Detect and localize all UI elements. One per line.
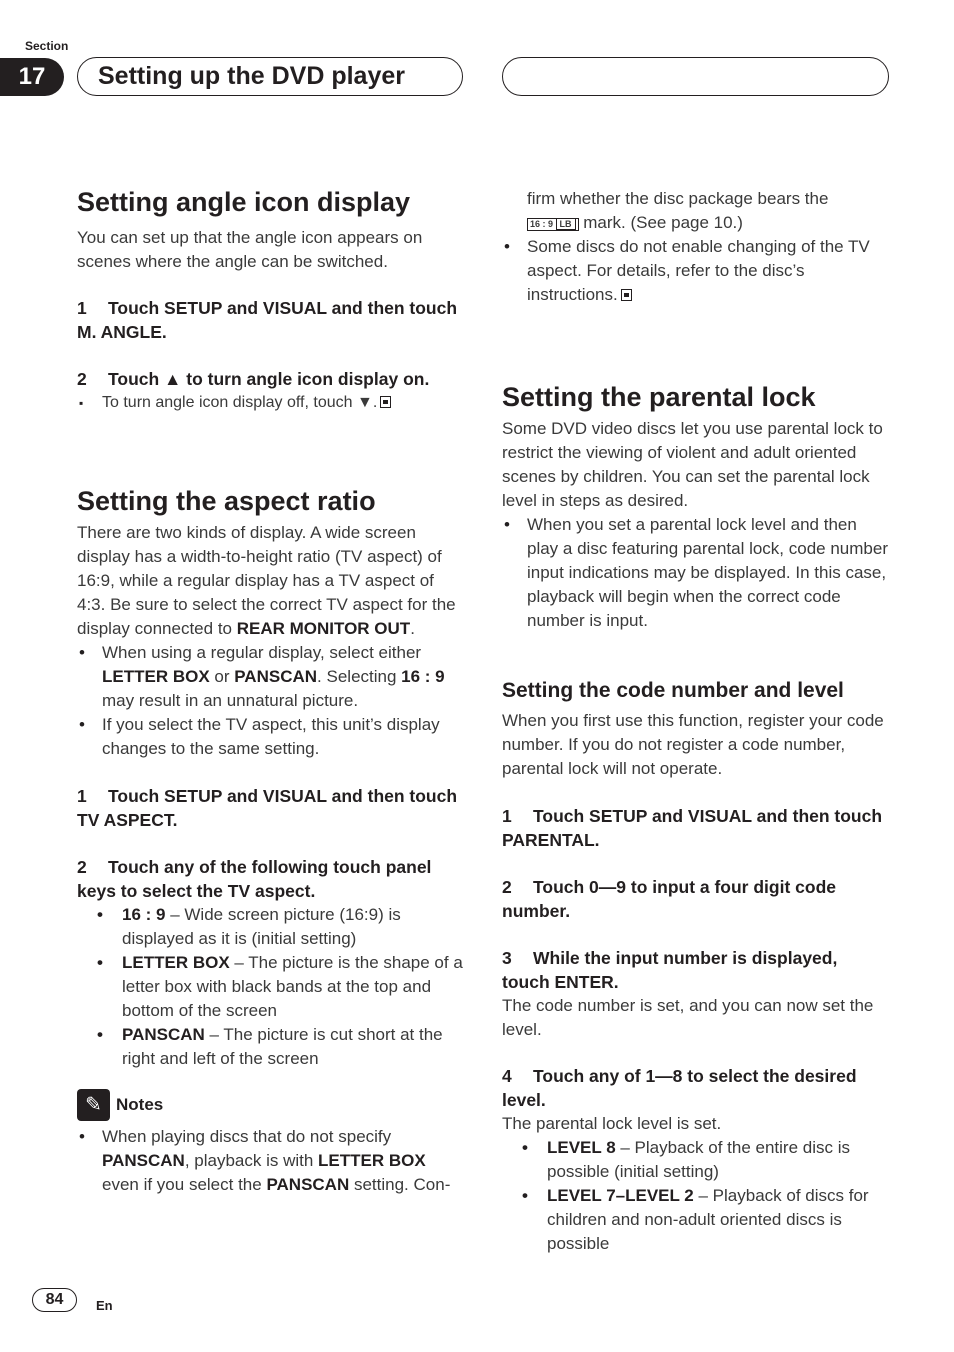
- parental-bullets: [502, 513, 888, 633]
- level-options: [502, 1136, 888, 1256]
- aspect-intro: There are two kinds of display. A wide screen display has a width-to-height ratio (TV aspect) of 16:9, while a regular display has a TV aspect of 4:3. Be sure to select the correct TV aspect for the display connected to REAR MONITOR OUT.: [77, 523, 456, 638]
- list-item: • When playing discs that do not specify PANSCAN, playback is with LETTER BOX even if you select the PANSCAN setting. Con-: [77, 1125, 463, 1197]
- notes-continued: [502, 187, 888, 307]
- angle-step-1: 1 Touch SETUP and VISUAL and then touch M. ANGLE.: [77, 298, 458, 342]
- list-item: • Some discs do not enable changing of the TV aspect. For details, refer to the disc’s instructions.: [502, 235, 888, 307]
- list-item: • 16 : 9 – Wide screen picture (16:9) is displayed as it is (initial setting): [77, 903, 463, 951]
- list-item: • When you set a parental lock level and then play a disc featuring parental lock, code number input indications may be displayed. In this case, playback will begin when the correct code number is input.: [502, 513, 888, 633]
- list-item: ▪ To turn angle icon display off, touch ▼.: [77, 391, 463, 415]
- aspect-step-2: 2 Touch any of the following touch panel keys to select the TV aspect.: [77, 857, 432, 901]
- angle-intro: You can set up that the angle icon appears on scenes where the angle can be switched.: [77, 228, 423, 271]
- aspect-bullets: [77, 641, 463, 761]
- angle-heading: Setting angle icon display: [77, 187, 411, 217]
- section-number: 17: [0, 58, 64, 96]
- list-item: • LEVEL 7–LEVEL 2 – Playback of discs for children and non-adult oriented discs is possible: [502, 1184, 888, 1256]
- code-step-4: 4 Touch any of 1—8 to select the desired level.: [502, 1066, 857, 1110]
- left-column: [77, 186, 463, 1197]
- right-column: [502, 187, 888, 1256]
- aspect-step-1: 1 Touch SETUP and VISUAL and then touch TV ASPECT.: [77, 786, 458, 830]
- pencil-icon: ✎: [77, 1089, 110, 1121]
- code-step-1: 1 Touch SETUP and VISUAL and then touch PARENTAL.: [502, 806, 883, 850]
- code-step-3-result: The code number is set, and you can now set the level.: [502, 996, 874, 1039]
- language-label: En: [96, 1298, 113, 1313]
- notes-list: [77, 1125, 463, 1197]
- section-label: Section: [25, 39, 69, 53]
- list-item: • When using a regular display, select either LETTER BOX or PANSCAN. Selecting 16 : 9 may result in an unnatural picture.: [77, 641, 463, 713]
- notes-label: Notes: [116, 1095, 164, 1114]
- list-item: • If you select the TV aspect, this unit’s display changes to the same setting.: [77, 713, 463, 761]
- end-mark-icon: [380, 396, 391, 408]
- parental-intro: Some DVD video discs let you use parental lock to restrict the viewing of violent and adult oriented scenes by children. You can set the parental lock level in steps as desired.: [502, 419, 883, 510]
- aspect-mark-icon: 16 : 9 LB: [527, 218, 579, 231]
- page-number: 84: [32, 1288, 77, 1312]
- angle-step-2: 2 Touch ▲ to turn angle icon display on.: [77, 369, 430, 389]
- aspect-options: [77, 903, 463, 1071]
- page-title: Setting up the DVD player: [77, 57, 463, 96]
- aspect-heading: Setting the aspect ratio: [77, 486, 376, 516]
- notes-header: [77, 1089, 463, 1121]
- end-mark-icon: [621, 289, 632, 301]
- code-heading: Setting the code number and level: [502, 679, 844, 702]
- angle-note-list: [77, 391, 463, 415]
- list-item: • PANSCAN – The picture is cut short at the right and left of the screen: [77, 1023, 463, 1071]
- code-intro: When you first use this function, register your code number. If you do not register a code number, parental lock will not operate.: [502, 711, 884, 778]
- list-item: • LETTER BOX – The picture is the shape of a letter box with black bands at the top and bottom of the screen: [77, 951, 463, 1023]
- list-item: • LEVEL 8 – Playback of the entire disc is possible (initial setting): [502, 1136, 888, 1184]
- code-step-3: 3 While the input number is displayed, touch ENTER.: [502, 948, 838, 992]
- code-step-2: 2 Touch 0—9 to input a four digit code number.: [502, 877, 836, 921]
- code-step-4-result: The parental lock level is set.: [502, 1114, 722, 1133]
- header-blank-pill: [502, 57, 889, 96]
- parental-heading: Setting the parental lock: [502, 382, 816, 412]
- list-item: firm whether the disc package bears the 16 : 9 LB mark. (See page 10.): [527, 189, 829, 232]
